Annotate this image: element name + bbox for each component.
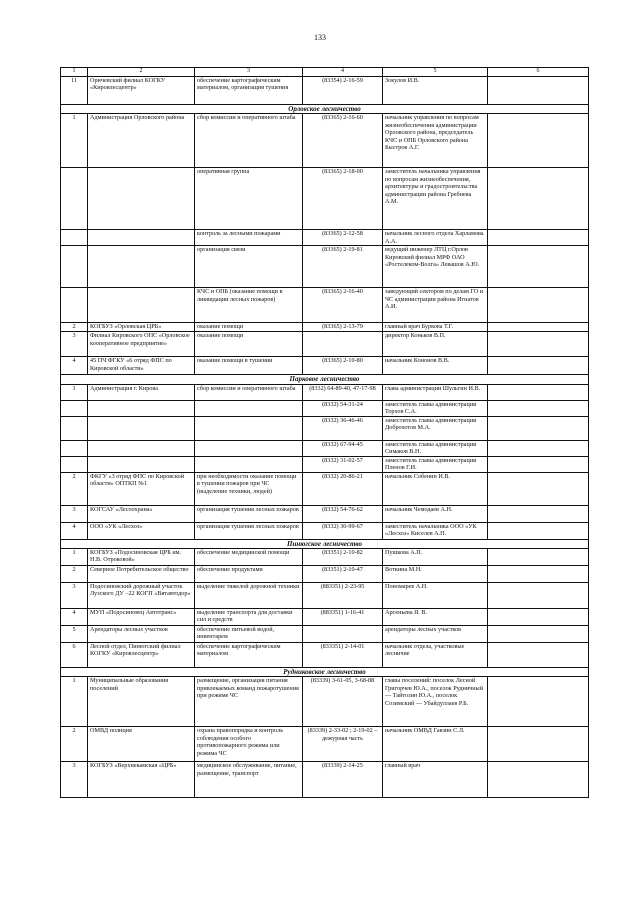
column-header-5: 5 [383,68,488,77]
notes-cell [488,456,589,472]
notes-cell [488,762,589,798]
notes-cell [488,643,589,668]
contact-person-cell: Зокулов И.В. [383,77,488,105]
phone-cell: (8332) 36-46-46 [303,416,383,440]
notes-cell [488,77,589,105]
phone-cell: (8332) 20-86-21 [303,472,383,505]
organization-cell: МУП «Подосиновец Автотранс» [88,609,195,626]
organization-cell: ФКГУ «3 отряд ФПС по Кировской области» ОПТКП №1 [88,472,195,505]
responsibility-cell: охрана правопорядка и контроль соблюдения особого противопожарного режима или режима ЧС [195,727,303,762]
contact-person-cell: начальник Собенин И.В. [383,472,488,505]
row-number: 3 [61,505,88,522]
phone-cell: (83365) 2-13-79 [303,323,383,332]
phone-cell: (883351) 1-16-41 [303,609,383,626]
notes-cell [488,400,589,416]
row-number: 1 [61,677,88,727]
responsibility-cell [195,440,303,456]
column-header-2: 2 [88,68,195,77]
notes-cell [488,727,589,762]
row-number: 2 [61,566,88,583]
table-row [61,626,589,643]
section-title: Парковое лесничество [61,375,589,384]
row-number: 2 [61,323,88,332]
contact-person-cell: Пушкова А.П. [383,549,488,566]
row-number [61,230,88,246]
responsibility-cell [195,456,303,472]
organization-cell: Филиал Кировского ОПС «Орловское кооперативное предприятие» [88,332,195,357]
contact-person-cell: глава администрации Шульгин И.В. [383,384,488,400]
table-row [61,230,589,246]
section-header-row [61,668,589,677]
responsibility-table [60,67,589,798]
table-row [61,77,589,105]
contact-person-cell: арендаторы лесных участков [383,626,488,643]
notes-cell [488,416,589,440]
organization-cell: Арендаторы лесных участков [88,626,195,643]
organization-cell: Муниципальные образования поселений [88,677,195,727]
notes-cell [488,440,589,456]
table-row [61,549,589,566]
section-title: Пинюгское лесничество [61,539,589,548]
responsibility-cell: выделение транспорта для доставки сил и средств [195,609,303,626]
organization-cell: Оричевский филиал КОГКУ «Кировлесцентр» [88,77,195,105]
notes-cell [488,609,589,626]
contact-person-cell: Воткина М.Н. [383,566,488,583]
table-row [61,566,589,583]
contact-person-cell: начальник лесного отдела Харламова А.А. [383,230,488,246]
row-number [61,288,88,323]
page-number: 133 [314,33,326,42]
contact-person-cell: заместитель начальника управления по вопросам жизнеобеспечения, архитектуры и градостроительства администрации района Гребнева А.М. [383,168,488,230]
row-number [61,440,88,456]
contact-person-cell: директор Коньков В.П. [383,332,488,357]
notes-cell [488,566,589,583]
notes-cell [488,230,589,246]
organization-cell: Подосиновский дорожный участок Лузского ДУ –22 КОГП «Вятавтодор» [88,583,195,609]
responsibility-cell: обеспечение продуктами [195,566,303,583]
phone-cell: (8332) 54-76-62 [303,505,383,522]
responsibility-cell: организация тушения лесных пожаров [195,505,303,522]
section-header-row [61,105,589,114]
responsibility-cell: обеспечение медицинской помощи [195,549,303,566]
notes-cell [488,522,589,539]
column-header-4: 4 [303,68,383,77]
organization-cell: ООО «УК «Лесхоз» [88,522,195,539]
responsibility-cell: оказание помощи [195,323,303,332]
row-number: 5 [61,626,88,643]
organization-cell [88,230,195,246]
phone-cell [303,332,383,357]
phone-cell: (8332) 30-99-67 [303,522,383,539]
row-number [61,416,88,440]
responsibility-cell: оказание помощи в тушении [195,357,303,375]
phone-cell: (83365) 2-18-00 [303,168,383,230]
table-row [61,643,589,668]
contact-person-cell: главный врач [383,762,488,798]
responsibility-cell: при необходимости оказание помощи в тушении пожаров при ЧС (выделение техники, людей) [195,472,303,505]
responsibility-cell: оперативная группа [195,168,303,230]
phone-cell: (8332) 64-89-40, 47-17-98 [303,384,383,400]
contact-person-cell: начальник Кононов В.В. [383,357,488,375]
phone-cell: (883351) 2-23-95 [303,583,383,609]
organization-cell [88,288,195,323]
section-title: Орловское лесничество [61,105,589,114]
row-number: 2 [61,727,88,762]
organization-cell [88,400,195,416]
notes-cell [488,168,589,230]
row-number: 1 [61,384,88,400]
responsibility-cell: медицинское обслуживание, питание, размещение, транспорт [195,762,303,798]
row-number: 4 [61,522,88,539]
responsibility-cell: организация тушения лесных пожаров [195,522,303,539]
section-header-row [61,539,589,548]
organization-cell: Лесной отдел, Пинюгский филиал КОГКУ «Кировлесцентр» [88,643,195,668]
phone-cell: (83339) 2-14-25 [303,762,383,798]
organization-cell: КОГСАУ «Лесоохрана» [88,505,195,522]
contact-person-cell: заместитель главы администрации Доброхотов М.А. [383,416,488,440]
row-number [61,168,88,230]
phone-cell: (83365) 2-16-40 [303,288,383,323]
organization-cell [88,168,195,230]
table-row [61,440,589,456]
organization-cell: ОМВД полиция [88,727,195,762]
notes-cell [488,114,589,168]
contact-person-cell: ведущий инженер ЛТЦ г.Орлов Кировский филиал МРФ ОАО «Ростелеком-Волга» Левашов А.Ю. [383,246,488,288]
phone-cell: (8332) 54-31-24 [303,400,383,416]
organization-cell: КОГБУЗ «Верхнекамская «ЦРБ» [88,762,195,798]
organization-cell: Администрация г. Кирова [88,384,195,400]
table-row [61,727,589,762]
table-row [61,416,589,440]
row-number: 6 [61,643,88,668]
phone-cell: (83339) 3-61-05, 3-68-88 [303,677,383,727]
row-number [61,456,88,472]
organization-cell: Администрация Орловского района [88,114,195,168]
responsibility-cell: размещение, организация питания привлекаемых команд пожаротушения при режиме ЧС [195,677,303,727]
row-number: 2 [61,472,88,505]
responsibility-cell: КЧС и ОПБ (оказание помощи в ликвидации лесных пожаров) [195,288,303,323]
responsibility-cell: обеспечение картографическим материалом [195,643,303,668]
phone-cell: (83365) 2-10-80 [303,357,383,375]
column-header-row [61,68,589,77]
notes-cell [488,583,589,609]
responsibility-cell: организация связи [195,246,303,288]
organization-cell [88,456,195,472]
contact-person-cell: Пономарев А.Н. [383,583,488,609]
row-number: 4 [61,357,88,375]
contact-person-cell: заместитель главы администрации Пленов Г.И. [383,456,488,472]
table-row [61,522,589,539]
section-header-row [61,375,589,384]
organization-cell: КОГБУЗ «Орловская ЦРБ» [88,323,195,332]
table-row [61,384,589,400]
notes-cell [488,549,589,566]
column-header-1: 1 [61,68,88,77]
notes-cell [488,472,589,505]
section-title: Рудниковское лесничество [61,668,589,677]
contact-person-cell: заведующий сектором по делам ГО и ЧС администрации района Игнатов А.И. [383,288,488,323]
contact-person-cell: главы поселений: поселок Лесной Григорчев Ю.А., поселок Рудничный — Тайтозин Ю.А., поселок Созимский — Убайдуллаев Р.Б. [383,677,488,727]
organization-cell: КОГБУЗ «Подосиновская ЦРБ им. Н.В. Отроковой» [88,549,195,566]
table-row [61,288,589,323]
contact-person-cell: Арсеньева Я. В. [383,609,488,626]
table-row [61,246,589,288]
notes-cell [488,677,589,727]
responsibility-cell: оказание помощи [195,332,303,357]
organization-cell: 45 ПЧ ФГКУ «6 отряд ФПС по Кировской области» [88,357,195,375]
phone-cell: (8332) 67-94-45 [303,440,383,456]
row-number: 3 [61,762,88,798]
column-header-3: 3 [195,68,303,77]
table-row [61,332,589,357]
notes-cell [488,505,589,522]
phone-cell [303,626,383,643]
row-number: 3 [61,583,88,609]
row-number: 11 [61,77,88,105]
table-row [61,456,589,472]
phone-cell: (83365) 2-16-60 [303,114,383,168]
phone-cell: (833351) 2-14-01 [303,643,383,668]
row-number [61,246,88,288]
contact-person-cell: начальник управления по вопросам жизнеобеспечения администрации Орловского района, председатель КЧС и ОПБ Орловского района Быстров А.Г. [383,114,488,168]
phone-cell: (83339) 2-33-02 ; 2-19-02 –дежурная часть [303,727,383,762]
phone-cell: (83351) 2-10-82 [303,549,383,566]
table-row [61,323,589,332]
contact-person-cell: начальник отдела, участковые лесничие [383,643,488,668]
contact-person-cell: заместитель главы администрации Торхов С.А. [383,400,488,416]
contact-person-cell: заместитель начальника ООО «УК «Лесхоз» Киселев А.П. [383,522,488,539]
phone-cell: (83365) 2-19-81 [303,246,383,288]
table-row [61,609,589,626]
column-header-6: 6 [488,68,589,77]
table-row [61,583,589,609]
responsibility-cell: обеспечение питьевой водой, инвентарем [195,626,303,643]
responsibility-cell: сбор комиссии и оперативного штаба [195,114,303,168]
contact-person-cell: главный врач Буркова Т.Г. [383,323,488,332]
table-row [61,505,589,522]
notes-cell [488,626,589,643]
organization-cell: Северное Потребительское общество [88,566,195,583]
row-number: 3 [61,332,88,357]
notes-cell [488,357,589,375]
table-row [61,762,589,798]
responsibility-cell: контроль за лесными пожарами [195,230,303,246]
responsibility-cell [195,416,303,440]
row-number: 1 [61,549,88,566]
responsibility-cell: выделение тяжелой дорожной техники [195,583,303,609]
organization-cell [88,246,195,288]
row-number: 4 [61,609,88,626]
row-number [61,400,88,416]
phone-cell: (8332) 31-02-57 [303,456,383,472]
phone-cell: (83365) 2-12-58 [303,230,383,246]
contact-person-cell: заместитель главы администрации Симаков В.Н. [383,440,488,456]
notes-cell [488,384,589,400]
table-row [61,357,589,375]
table-row [61,677,589,727]
table-row [61,168,589,230]
table-row [61,114,589,168]
notes-cell [488,323,589,332]
table-row [61,472,589,505]
contact-person-cell: начальник Чемодаев А.Н. [383,505,488,522]
phone-cell: (83354) 2-16-59 [303,77,383,105]
organization-cell [88,440,195,456]
table-body [61,68,589,798]
contact-person-cell: начальник ОМВД Гавзин С.Л. [383,727,488,762]
phone-cell: (83351) 2-10-47 [303,566,383,583]
table-row [61,400,589,416]
responsibility-cell: сбор комиссии и оперативного штаба [195,384,303,400]
responsibility-cell [195,400,303,416]
row-number: 1 [61,114,88,168]
responsibility-cell: обеспечение картографическим материалом, организация тушения [195,77,303,105]
notes-cell [488,332,589,357]
notes-cell [488,246,589,288]
notes-cell [488,288,589,323]
organization-cell [88,416,195,440]
